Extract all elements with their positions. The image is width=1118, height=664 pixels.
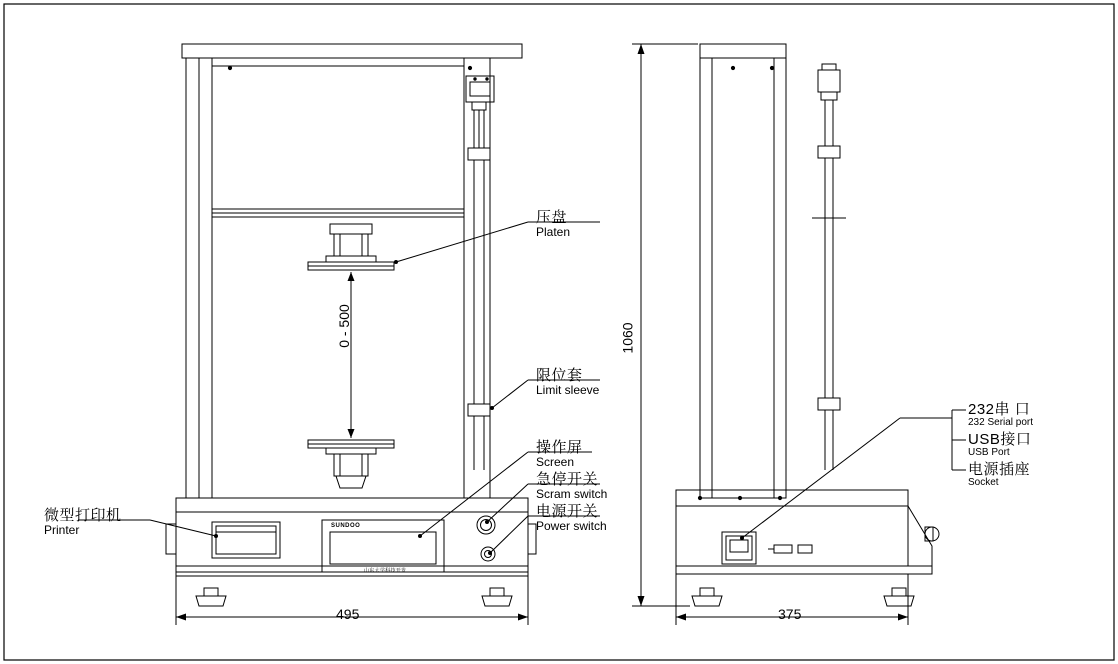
callout-power-switch: [536, 504, 607, 532]
callout-printer: [44, 508, 122, 536]
callout-platen: [536, 210, 570, 238]
callout-usb-port: [968, 432, 1031, 458]
panel-brand-sub: 山东大学科技开发: [364, 568, 407, 574]
callout-usb-port-cn: USB接口: [968, 431, 1032, 448]
callout-socket-en: Socket: [968, 476, 999, 488]
callout-scram-switch-cn: 急停开关: [536, 471, 599, 488]
callout-socket: [968, 462, 1030, 488]
callout-platen-en: Platen: [536, 224, 571, 239]
callout-screen: [536, 440, 583, 468]
dimension-side-width: 375: [778, 606, 802, 622]
callout-scram-switch-en: Scram switch: [536, 486, 608, 501]
callout-power-switch-cn: 电源开关: [536, 503, 599, 520]
panel-brand: SUNDOO: [331, 523, 361, 529]
callout-limit-sleeve-cn: 限位套: [536, 367, 583, 384]
dimension-height: 1060: [619, 322, 636, 354]
callout-usb-port-en: USB Port: [968, 446, 1010, 458]
callout-scram-switch: [536, 472, 607, 500]
callout-limit-sleeve: [536, 368, 599, 396]
callout-serial-port-cn: 232串 口: [968, 401, 1031, 418]
callout-screen-cn: 操作屏: [536, 439, 583, 456]
callout-printer-en: Printer: [44, 522, 80, 537]
callout-power-switch-en: Power switch: [536, 518, 607, 533]
callout-serial-port: [968, 402, 1033, 428]
dimension-front-width: 495: [336, 606, 360, 622]
callout-printer-cn: 微型打印机: [44, 507, 122, 524]
dimension-stroke-range: 0 - 500: [335, 304, 352, 348]
callout-screen-en: Screen: [536, 454, 575, 469]
callout-limit-sleeve-en: Limit sleeve: [536, 382, 600, 397]
callout-serial-port-en: 232 Serial port: [968, 416, 1034, 428]
callout-socket-cn: 电源插座: [968, 461, 1031, 478]
callout-platen-cn: 压盘: [536, 209, 568, 226]
